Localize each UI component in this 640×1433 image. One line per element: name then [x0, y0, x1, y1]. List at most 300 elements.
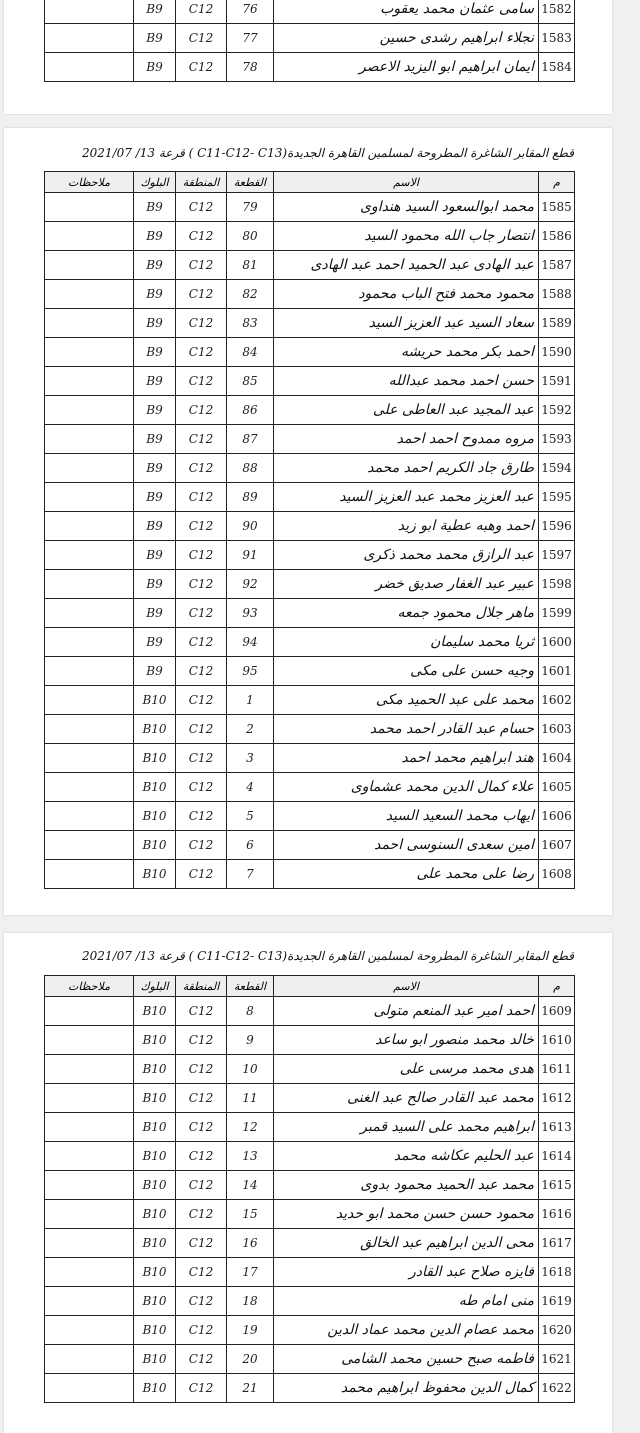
- row-plot: 90: [227, 512, 274, 541]
- allocation-table-page-1: [44, 0, 575, 82]
- row-number: 1598: [539, 570, 575, 599]
- page-3: [4, 933, 612, 1433]
- table-row: [45, 831, 575, 860]
- row-number: 1617: [539, 1229, 575, 1258]
- table-row: [45, 367, 575, 396]
- row-name: عبد الهادى عبد الحميد احمد عبد الهادى: [274, 251, 539, 280]
- row-number: 1602: [539, 686, 575, 715]
- row-plot: 3: [227, 744, 274, 773]
- row-number: 1603: [539, 715, 575, 744]
- row-block: B10: [134, 715, 176, 744]
- row-zone: C12: [176, 1171, 227, 1200]
- row-block: B10: [134, 1287, 176, 1316]
- row-notes: [45, 628, 134, 657]
- row-notes: [45, 280, 134, 309]
- row-name: احمد وهبه عطية ابو زيد: [274, 512, 539, 541]
- row-number: 1599: [539, 599, 575, 628]
- row-plot: 83: [227, 309, 274, 338]
- row-block: B10: [134, 1374, 176, 1403]
- row-block: B10: [134, 1200, 176, 1229]
- row-notes: [45, 425, 134, 454]
- row-zone: C12: [176, 1084, 227, 1113]
- row-block: B9: [134, 193, 176, 222]
- table-row: [45, 1287, 575, 1316]
- row-zone: C12: [176, 367, 227, 396]
- row-plot: 85: [227, 367, 274, 396]
- row-name: ثريا محمد سليمان: [274, 628, 539, 657]
- row-block: B9: [134, 541, 176, 570]
- row-notes: [45, 454, 134, 483]
- row-plot: 92: [227, 570, 274, 599]
- row-block: B9: [134, 512, 176, 541]
- table-row: [45, 744, 575, 773]
- row-plot: 7: [227, 860, 274, 889]
- row-plot: 21: [227, 1374, 274, 1403]
- row-notes: [45, 657, 134, 686]
- row-block: B9: [134, 570, 176, 599]
- row-name: نجلاء ابراهيم رشدى حسين: [274, 24, 539, 53]
- row-zone: C12: [176, 1258, 227, 1287]
- row-name: منى امام طه: [274, 1287, 539, 1316]
- row-plot: 18: [227, 1287, 274, 1316]
- row-name: مروه ممدوح احمد احمد: [274, 425, 539, 454]
- row-name: محمد عبد القادر صالح عبد الغنى: [274, 1084, 539, 1113]
- row-block: B10: [134, 1258, 176, 1287]
- row-number: 1616: [539, 1200, 575, 1229]
- row-number: 1591: [539, 367, 575, 396]
- row-name: عبد الحليم عكاشه محمد: [274, 1142, 539, 1171]
- row-block: B10: [134, 1171, 176, 1200]
- row-zone: C12: [176, 570, 227, 599]
- row-name: احمد بكر محمد حريشه: [274, 338, 539, 367]
- row-name: ابراهيم محمد على السيد قمبر: [274, 1113, 539, 1142]
- header-name: الاسم: [274, 976, 539, 997]
- row-notes: [45, 1374, 134, 1403]
- row-zone: C12: [176, 997, 227, 1026]
- header-no: م: [539, 976, 575, 997]
- row-name: ايمان ابراهيم ابو اليزيد الاعصر: [274, 53, 539, 82]
- row-block: B9: [134, 628, 176, 657]
- row-name: ايهاب محمد السعيد السيد: [274, 802, 539, 831]
- row-zone: C12: [176, 338, 227, 367]
- table-row: [45, 1229, 575, 1258]
- row-block: B9: [134, 338, 176, 367]
- row-notes: [45, 831, 134, 860]
- row-number: 1597: [539, 541, 575, 570]
- row-number: 1614: [539, 1142, 575, 1171]
- row-zone: C12: [176, 425, 227, 454]
- table-row: [45, 24, 575, 53]
- row-block: B10: [134, 1142, 176, 1171]
- row-name: عبد العزيز محمد عبد العزيز السيد: [274, 483, 539, 512]
- row-zone: C12: [176, 1287, 227, 1316]
- header-block: البلوك: [134, 172, 176, 193]
- row-number: 1615: [539, 1171, 575, 1200]
- page-2: [4, 128, 612, 915]
- row-block: B9: [134, 24, 176, 53]
- row-number: 1600: [539, 628, 575, 657]
- row-notes: [45, 541, 134, 570]
- table-row: [45, 628, 575, 657]
- page-1: [4, 0, 612, 114]
- header-zone: المنطقة: [176, 976, 227, 997]
- row-notes: [45, 512, 134, 541]
- row-zone: C12: [176, 1374, 227, 1403]
- row-plot: 15: [227, 1200, 274, 1229]
- row-zone: C12: [176, 0, 227, 24]
- row-zone: C12: [176, 657, 227, 686]
- row-number: 1583: [539, 24, 575, 53]
- row-plot: 80: [227, 222, 274, 251]
- row-notes: [45, 1084, 134, 1113]
- row-number: 1622: [539, 1374, 575, 1403]
- row-notes: [45, 997, 134, 1026]
- row-plot: 8: [227, 997, 274, 1026]
- table-row: [45, 280, 575, 309]
- row-notes: [45, 773, 134, 802]
- table-row: [45, 512, 575, 541]
- row-notes: [45, 338, 134, 367]
- table-row: [45, 1345, 575, 1374]
- row-notes: [45, 0, 134, 24]
- row-name: سعاد السيد عبد العزيز السيد: [274, 309, 539, 338]
- table-row: [45, 1171, 575, 1200]
- header-plot: القطعة: [227, 976, 274, 997]
- row-plot: 82: [227, 280, 274, 309]
- allocation-table-page-2: [44, 171, 575, 889]
- row-zone: C12: [176, 483, 227, 512]
- row-block: B10: [134, 997, 176, 1026]
- row-number: 1582: [539, 0, 575, 24]
- row-plot: 89: [227, 483, 274, 512]
- row-zone: C12: [176, 715, 227, 744]
- row-plot: 2: [227, 715, 274, 744]
- row-name: محمود حسن حسن محمد ابو حديد: [274, 1200, 539, 1229]
- row-block: B9: [134, 0, 176, 24]
- row-zone: C12: [176, 831, 227, 860]
- row-plot: 19: [227, 1316, 274, 1345]
- row-block: B10: [134, 1084, 176, 1113]
- table-row: [45, 1026, 575, 1055]
- row-number: 1596: [539, 512, 575, 541]
- row-plot: 9: [227, 1026, 274, 1055]
- row-number: 1595: [539, 483, 575, 512]
- row-number: 1594: [539, 454, 575, 483]
- row-number: 1621: [539, 1345, 575, 1374]
- row-notes: [45, 24, 134, 53]
- row-notes: [45, 1200, 134, 1229]
- row-notes: [45, 1258, 134, 1287]
- row-notes: [45, 570, 134, 599]
- row-block: B9: [134, 280, 176, 309]
- header-plot: القطعة: [227, 172, 274, 193]
- row-name: محمد على عبد الحميد مكى: [274, 686, 539, 715]
- row-notes: [45, 251, 134, 280]
- row-zone: C12: [176, 1142, 227, 1171]
- row-number: 1607: [539, 831, 575, 860]
- row-plot: 91: [227, 541, 274, 570]
- row-name: علاء كمال الدين محمد عشماوى: [274, 773, 539, 802]
- row-zone: C12: [176, 309, 227, 338]
- row-zone: C12: [176, 512, 227, 541]
- row-number: 1601: [539, 657, 575, 686]
- table-row: [45, 425, 575, 454]
- row-block: B10: [134, 1345, 176, 1374]
- header-block: البلوك: [134, 976, 176, 997]
- table-row: [45, 338, 575, 367]
- table-row: [45, 1200, 575, 1229]
- row-notes: [45, 802, 134, 831]
- table-header-row: [45, 172, 575, 193]
- header-no: م: [539, 172, 575, 193]
- row-number: 1589: [539, 309, 575, 338]
- row-notes: [45, 222, 134, 251]
- row-plot: 14: [227, 1171, 274, 1200]
- row-notes: [45, 686, 134, 715]
- row-name: انتصار جاب الله محمود السيد: [274, 222, 539, 251]
- row-zone: C12: [176, 802, 227, 831]
- row-notes: [45, 860, 134, 889]
- row-zone: C12: [176, 193, 227, 222]
- row-zone: C12: [176, 251, 227, 280]
- page-title: قطع المقابر الشاغرة المطروحة لمسلمين القاهرة الجديدة(C11-C12- C13 ) قرعة 13/ 2021/07: [82, 949, 574, 963]
- row-name: هند ابراهيم محمد احمد: [274, 744, 539, 773]
- row-notes: [45, 367, 134, 396]
- row-zone: C12: [176, 1345, 227, 1374]
- table-row: [45, 1142, 575, 1171]
- row-number: 1593: [539, 425, 575, 454]
- table-row: [45, 1258, 575, 1287]
- row-name: عبير عبد الغفار صديق خضر: [274, 570, 539, 599]
- row-plot: 87: [227, 425, 274, 454]
- row-name: هدى محمد مرسى على: [274, 1055, 539, 1084]
- row-number: 1613: [539, 1113, 575, 1142]
- row-number: 1620: [539, 1316, 575, 1345]
- table-header-row: [45, 976, 575, 997]
- row-name: طارق جاد الكريم احمد محمد: [274, 454, 539, 483]
- row-number: 1606: [539, 802, 575, 831]
- row-number: 1610: [539, 1026, 575, 1055]
- row-block: B9: [134, 367, 176, 396]
- row-block: B10: [134, 1229, 176, 1258]
- row-zone: C12: [176, 860, 227, 889]
- row-number: 1592: [539, 396, 575, 425]
- row-name: فاطمه صبح حسين محمد الشامى: [274, 1345, 539, 1374]
- row-block: B9: [134, 222, 176, 251]
- row-notes: [45, 1229, 134, 1258]
- row-zone: C12: [176, 280, 227, 309]
- table-row: [45, 251, 575, 280]
- row-plot: 13: [227, 1142, 274, 1171]
- row-name: رضا على محمد على: [274, 860, 539, 889]
- table-row: [45, 802, 575, 831]
- row-zone: C12: [176, 24, 227, 53]
- header-notes: ملاحظات: [45, 976, 134, 997]
- row-plot: 6: [227, 831, 274, 860]
- row-number: 1585: [539, 193, 575, 222]
- row-notes: [45, 53, 134, 82]
- table-row: [45, 309, 575, 338]
- row-zone: C12: [176, 1316, 227, 1345]
- allocation-table-page-3: [44, 975, 575, 1403]
- row-zone: C12: [176, 541, 227, 570]
- row-notes: [45, 744, 134, 773]
- table-row: [45, 396, 575, 425]
- row-block: B9: [134, 53, 176, 82]
- row-notes: [45, 1287, 134, 1316]
- row-name: كمال الدين محفوظ ابراهيم محمد: [274, 1374, 539, 1403]
- row-block: B9: [134, 251, 176, 280]
- row-block: B9: [134, 425, 176, 454]
- row-notes: [45, 715, 134, 744]
- row-name: عبد المجيد عبد العاطى على: [274, 396, 539, 425]
- row-number: 1586: [539, 222, 575, 251]
- row-name: محى الدين ابراهيم عبد الخالق: [274, 1229, 539, 1258]
- row-notes: [45, 483, 134, 512]
- row-block: B10: [134, 773, 176, 802]
- table-row: [45, 483, 575, 512]
- table-row: [45, 1113, 575, 1142]
- table-row: [45, 222, 575, 251]
- table-row: [45, 570, 575, 599]
- table-row: [45, 1084, 575, 1113]
- row-name: امين سعدى السنوسى احمد: [274, 831, 539, 860]
- row-zone: C12: [176, 396, 227, 425]
- table-row: [45, 1316, 575, 1345]
- row-zone: C12: [176, 599, 227, 628]
- row-name: محمد عبد الحميد محمود بدوى: [274, 1171, 539, 1200]
- header-zone: المنطقة: [176, 172, 227, 193]
- row-plot: 11: [227, 1084, 274, 1113]
- row-block: B9: [134, 454, 176, 483]
- row-plot: 84: [227, 338, 274, 367]
- row-block: B9: [134, 657, 176, 686]
- row-number: 1604: [539, 744, 575, 773]
- row-block: B10: [134, 1316, 176, 1345]
- row-zone: C12: [176, 744, 227, 773]
- row-plot: 10: [227, 1055, 274, 1084]
- table-row: [45, 0, 575, 24]
- row-plot: 76: [227, 0, 274, 24]
- table-row: [45, 599, 575, 628]
- row-plot: 20: [227, 1345, 274, 1374]
- row-plot: 86: [227, 396, 274, 425]
- row-plot: 95: [227, 657, 274, 686]
- row-name: محمد عصام الدين محمد عماد الدين: [274, 1316, 539, 1345]
- row-number: 1587: [539, 251, 575, 280]
- row-name: فايزه صلاح عبد القادر: [274, 1258, 539, 1287]
- row-zone: C12: [176, 1055, 227, 1084]
- row-zone: C12: [176, 454, 227, 483]
- row-zone: C12: [176, 686, 227, 715]
- table-row: [45, 541, 575, 570]
- table-row: [45, 657, 575, 686]
- row-number: 1608: [539, 860, 575, 889]
- table-row: [45, 1055, 575, 1084]
- row-name: حسن احمد محمد عبدالله: [274, 367, 539, 396]
- row-block: B9: [134, 483, 176, 512]
- row-zone: C12: [176, 1113, 227, 1142]
- table-row: [45, 773, 575, 802]
- table-row: [45, 715, 575, 744]
- row-zone: C12: [176, 222, 227, 251]
- row-number: 1605: [539, 773, 575, 802]
- row-block: B10: [134, 1026, 176, 1055]
- row-notes: [45, 1142, 134, 1171]
- row-name: احمد امير عبد المنعم متولى: [274, 997, 539, 1026]
- row-block: B9: [134, 396, 176, 425]
- row-block: B9: [134, 309, 176, 338]
- row-plot: 78: [227, 53, 274, 82]
- row-plot: 12: [227, 1113, 274, 1142]
- table-row: [45, 997, 575, 1026]
- row-block: B10: [134, 860, 176, 889]
- row-name: حسام عبد القادر احمد محمد: [274, 715, 539, 744]
- row-block: B10: [134, 1055, 176, 1084]
- row-block: B10: [134, 744, 176, 773]
- row-plot: 79: [227, 193, 274, 222]
- row-zone: C12: [176, 1229, 227, 1258]
- row-name: محمد ابوالسعود السيد هنداوى: [274, 193, 539, 222]
- row-zone: C12: [176, 1026, 227, 1055]
- page-title: قطع المقابر الشاغرة المطروحة لمسلمين القاهرة الجديدة(C11-C12- C13 ) قرعة 13/ 2021/07: [82, 146, 574, 160]
- row-notes: [45, 1316, 134, 1345]
- row-zone: C12: [176, 1200, 227, 1229]
- table-row: [45, 1374, 575, 1403]
- table-row: [45, 860, 575, 889]
- header-notes: ملاحظات: [45, 172, 134, 193]
- table-row: [45, 454, 575, 483]
- row-name: وجيه حسن على مكى: [274, 657, 539, 686]
- row-notes: [45, 309, 134, 338]
- row-number: 1584: [539, 53, 575, 82]
- row-name: عبد الرازق محمد محمد ذكرى: [274, 541, 539, 570]
- table-row: [45, 686, 575, 715]
- row-block: B9: [134, 599, 176, 628]
- row-name: محمود محمد فتح الباب محمود: [274, 280, 539, 309]
- table-row: [45, 193, 575, 222]
- row-number: 1611: [539, 1055, 575, 1084]
- row-plot: 16: [227, 1229, 274, 1258]
- row-notes: [45, 1055, 134, 1084]
- row-plot: 93: [227, 599, 274, 628]
- row-name: خالد محمد منصور ابو ساعد: [274, 1026, 539, 1055]
- row-number: 1590: [539, 338, 575, 367]
- row-block: B10: [134, 686, 176, 715]
- row-plot: 94: [227, 628, 274, 657]
- row-plot: 4: [227, 773, 274, 802]
- row-name: ماهر جلال محمود جمعه: [274, 599, 539, 628]
- row-block: B10: [134, 1113, 176, 1142]
- table-row: [45, 53, 575, 82]
- row-name: سامى عثمان محمد يعقوب: [274, 0, 539, 24]
- row-number: 1618: [539, 1258, 575, 1287]
- row-zone: C12: [176, 53, 227, 82]
- row-plot: 17: [227, 1258, 274, 1287]
- row-plot: 77: [227, 24, 274, 53]
- row-plot: 81: [227, 251, 274, 280]
- header-name: الاسم: [274, 172, 539, 193]
- row-notes: [45, 1113, 134, 1142]
- row-zone: C12: [176, 628, 227, 657]
- row-number: 1612: [539, 1084, 575, 1113]
- row-notes: [45, 396, 134, 425]
- row-plot: 88: [227, 454, 274, 483]
- row-notes: [45, 1345, 134, 1374]
- row-number: 1588: [539, 280, 575, 309]
- row-zone: C12: [176, 773, 227, 802]
- row-block: B10: [134, 831, 176, 860]
